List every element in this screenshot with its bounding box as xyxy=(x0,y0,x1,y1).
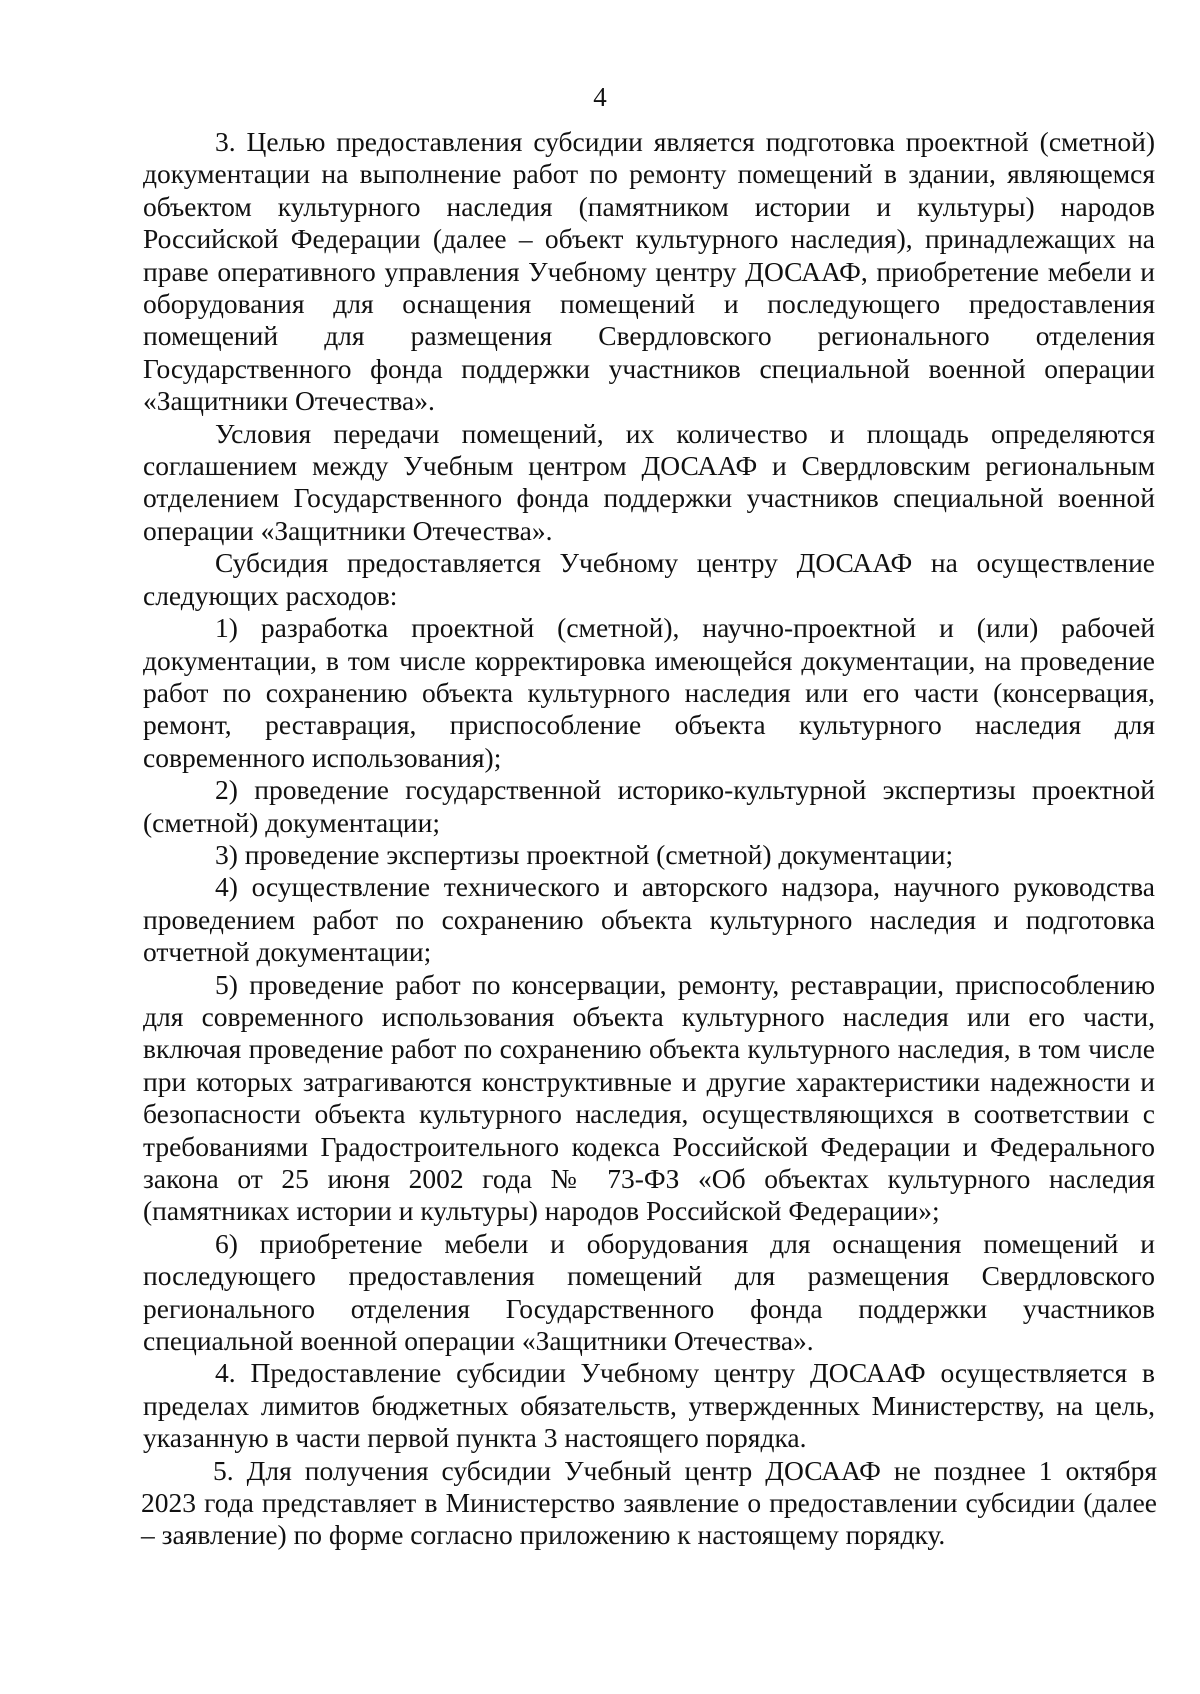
paragraph-item-3-purpose: 3. Целью предоставления субсидии является подготовка проектной (сметной) документации на выполнение работ по ремонту помещений в здании, являющемся объектом культурного наследия (памятником истории и культуры) народов Российской Федерации (далее – объект культурного наследия), принадлежащих на праве оперативного управления Учебному центру ДОСААФ, приобретение мебели и оборудования для оснащения помещений и последующего предоставления помещений для размещения Свердловского регионального отделения Государственного фонда поддержки участников специальной военной операции «Защитники Отечества». xyxy=(143,126,1155,417)
list-item-expense-3: 3) проведение экспертизы проектной (сметной) документации; xyxy=(215,838,954,870)
list-item-expense-1: 1) разработка проектной (сметной), научно-проектной и (или) рабочей документации, в том числе корректировка имеющейся документации, на проведение работ по сохранению объекта культурного наследия или его части (консервация, ремонт, реставрация, приспособление объекта культурного наследия для современного использования); xyxy=(143,612,1155,773)
list-item-expense-5: 5) проведение работ по консервации, ремонту, реставрации, приспособлению для современного использования объекта культурного наследия или его части, включая проведение работ по сохранению объекта культурного наследия, в том числе при которых затрагиваются конструктивные и другие характеристики надежности и безопасности объекта культурного наследия, осуществляющихся в соответствии с требованиями Градостроительного кодекса Российской Федерации и Федерального закона от 25 июня 2002 года № 73-ФЗ «Об объектах культурного наследия (памятниках истории и культуры) народов Российской Федерации»; xyxy=(143,968,1155,1227)
document-body xyxy=(143,126,1155,1552)
paragraph-item-4-limits: 4. Предоставление субсидии Учебному центру ДОСААФ осуществляется в пределах лимитов бюджетных обязательств, утвержденных Министерству, на цель, указанную в части первой пункта 3 настоящего порядка. xyxy=(143,1357,1155,1454)
list-item-expense-4: 4) осуществление технического и авторского надзора, научного руководства проведением работ по сохранению объекта культурного наследия и подготовка отчетной документации; xyxy=(143,871,1155,968)
paragraph-item-5-application: 5. Для получения субсидии Учебный центр ДОСААФ не позднее 1 октября 2023 года представляет в Министерство заявление о предоставлении субсидии (далее – заявление) по форме согласно приложению к настоящему порядку. xyxy=(141,1454,1157,1551)
paragraph-subsidy-expenses-intro: Субсидия предоставляется Учебному центру ДОСААФ на осуществление следующих расходов: xyxy=(143,547,1155,611)
list-item-expense-2: 2) проведение государственной историко-культурной экспертизы проектной (сметной) документации; xyxy=(143,774,1155,838)
list-item-expense-6: 6) приобретение мебели и оборудования для оснащения помещений и последующего предоставления помещений для размещения Свердловского регионального отделения Государственного фонда поддержки участников специальной военной операции «Защитники Отечества». xyxy=(143,1227,1155,1357)
paragraph-transfer-conditions: Условия передачи помещений, их количество и площадь определяются соглашением между Учебным центром ДОСААФ и Свердловским региональным отделением Государственного фонда поддержки участников специальной военной операции «Защитники Отечества». xyxy=(143,417,1155,546)
page-number: 4 xyxy=(593,82,607,112)
